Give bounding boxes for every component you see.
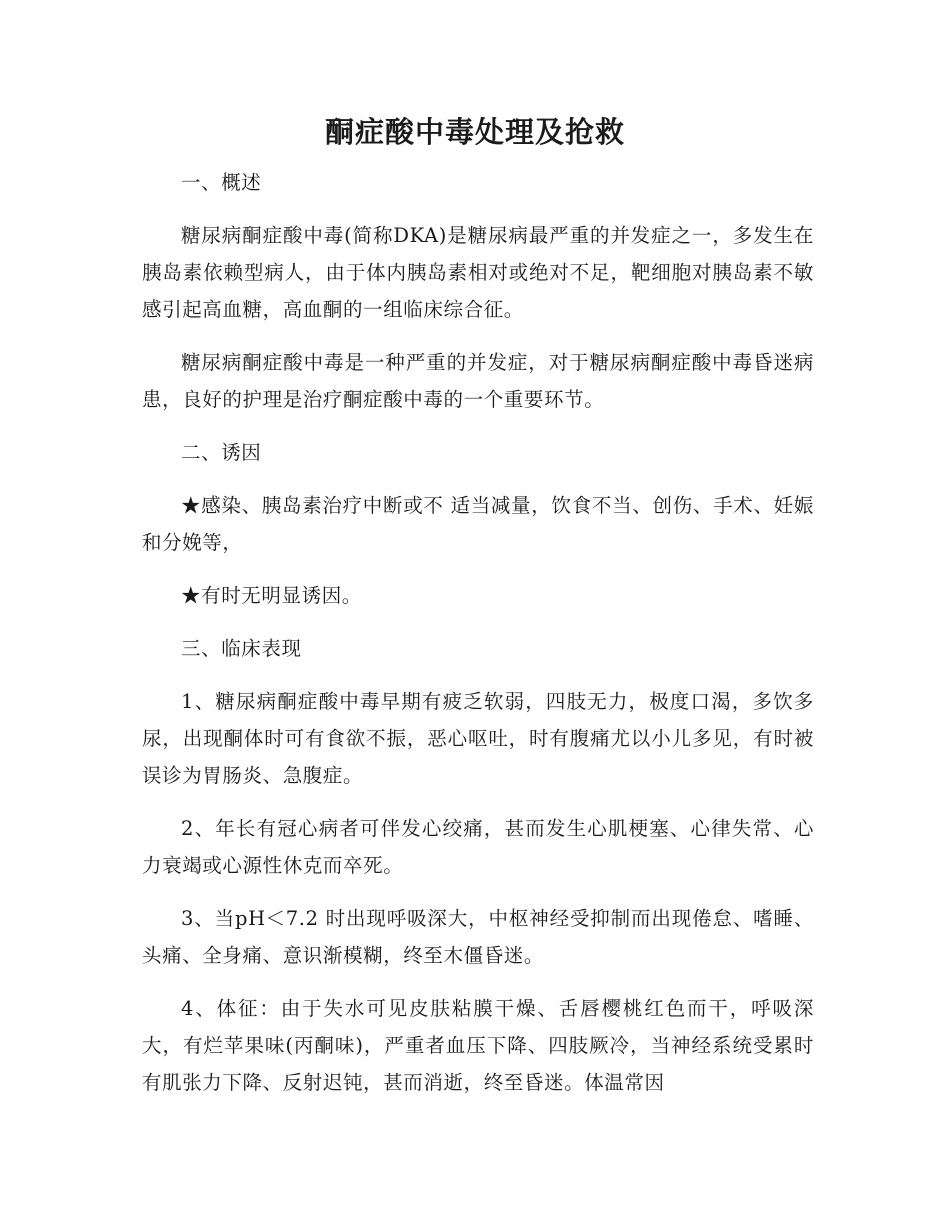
paragraph-clinical-2: 2、年长有冠心病者可伴发心绞痛，甚而发生心肌梗塞、心律失常、心力衰竭或心源性休克而卒死。 [142, 817, 814, 877]
paragraph-clinical-4: 4、体征：由于失水可见皮肤粘膜干燥、舌唇樱桃红色而干，呼吸深大，有烂苹果味(丙酮味)，严重者血压下降、四肢厥冷，当神经系统受累时有肌张力下降、反射迟钝，甚而消逝，终至昏迷。体温常因 [142, 997, 814, 1094]
section-heading-clinical: 三、临床表现 [181, 637, 302, 660]
paragraph-cause-1: ★感染、胰岛素治疗中断或不 适当减量，饮食不当、创伤、手术、妊娠和分娩等， [142, 494, 814, 554]
document-body [142, 164, 814, 1117]
paragraph-overview-definition: 糖尿病酮症酸中毒(简称DKA)是糖尿病最严重的并发症之一，多发生在胰岛素依赖型病人，由于体内胰岛素相对或绝对不足，靶细胞对胰岛素不敏感引起高血糖，高血酮的一组临床综合征。 [142, 224, 814, 321]
paragraph-cause-2: ★有时无明显诱因。 [181, 584, 362, 607]
document-title: 酮症酸中毒处理及抢救 [324, 115, 625, 149]
section-heading-overview: 一、概述 [181, 171, 262, 194]
paragraph-overview-nursing: 糖尿病酮症酸中毒是一种严重的并发症，对于糖尿病酮症酸中毒昏迷病患，良好的护理是治疗酮症酸中毒的一个重要环节。 [142, 351, 814, 411]
paragraph-clinical-1: 1、糖尿病酮症酸中毒早期有疲乏软弱，四肢无力，极度口渴，多饮多尿，出现酮体时可有食欲不振，恶心呕吐，时有腹痛尤以小儿多见，有时被误诊为胃肠炎、急腹症。 [142, 690, 814, 787]
paragraph-clinical-3: 3、当pH＜7.2 时出现呼吸深大，中枢神经受抑制而出现倦怠、嗜睡、头痛、全身痛、意识渐模糊，终至木僵昏迷。 [142, 907, 814, 967]
section-heading-causes: 二、诱因 [181, 441, 262, 464]
